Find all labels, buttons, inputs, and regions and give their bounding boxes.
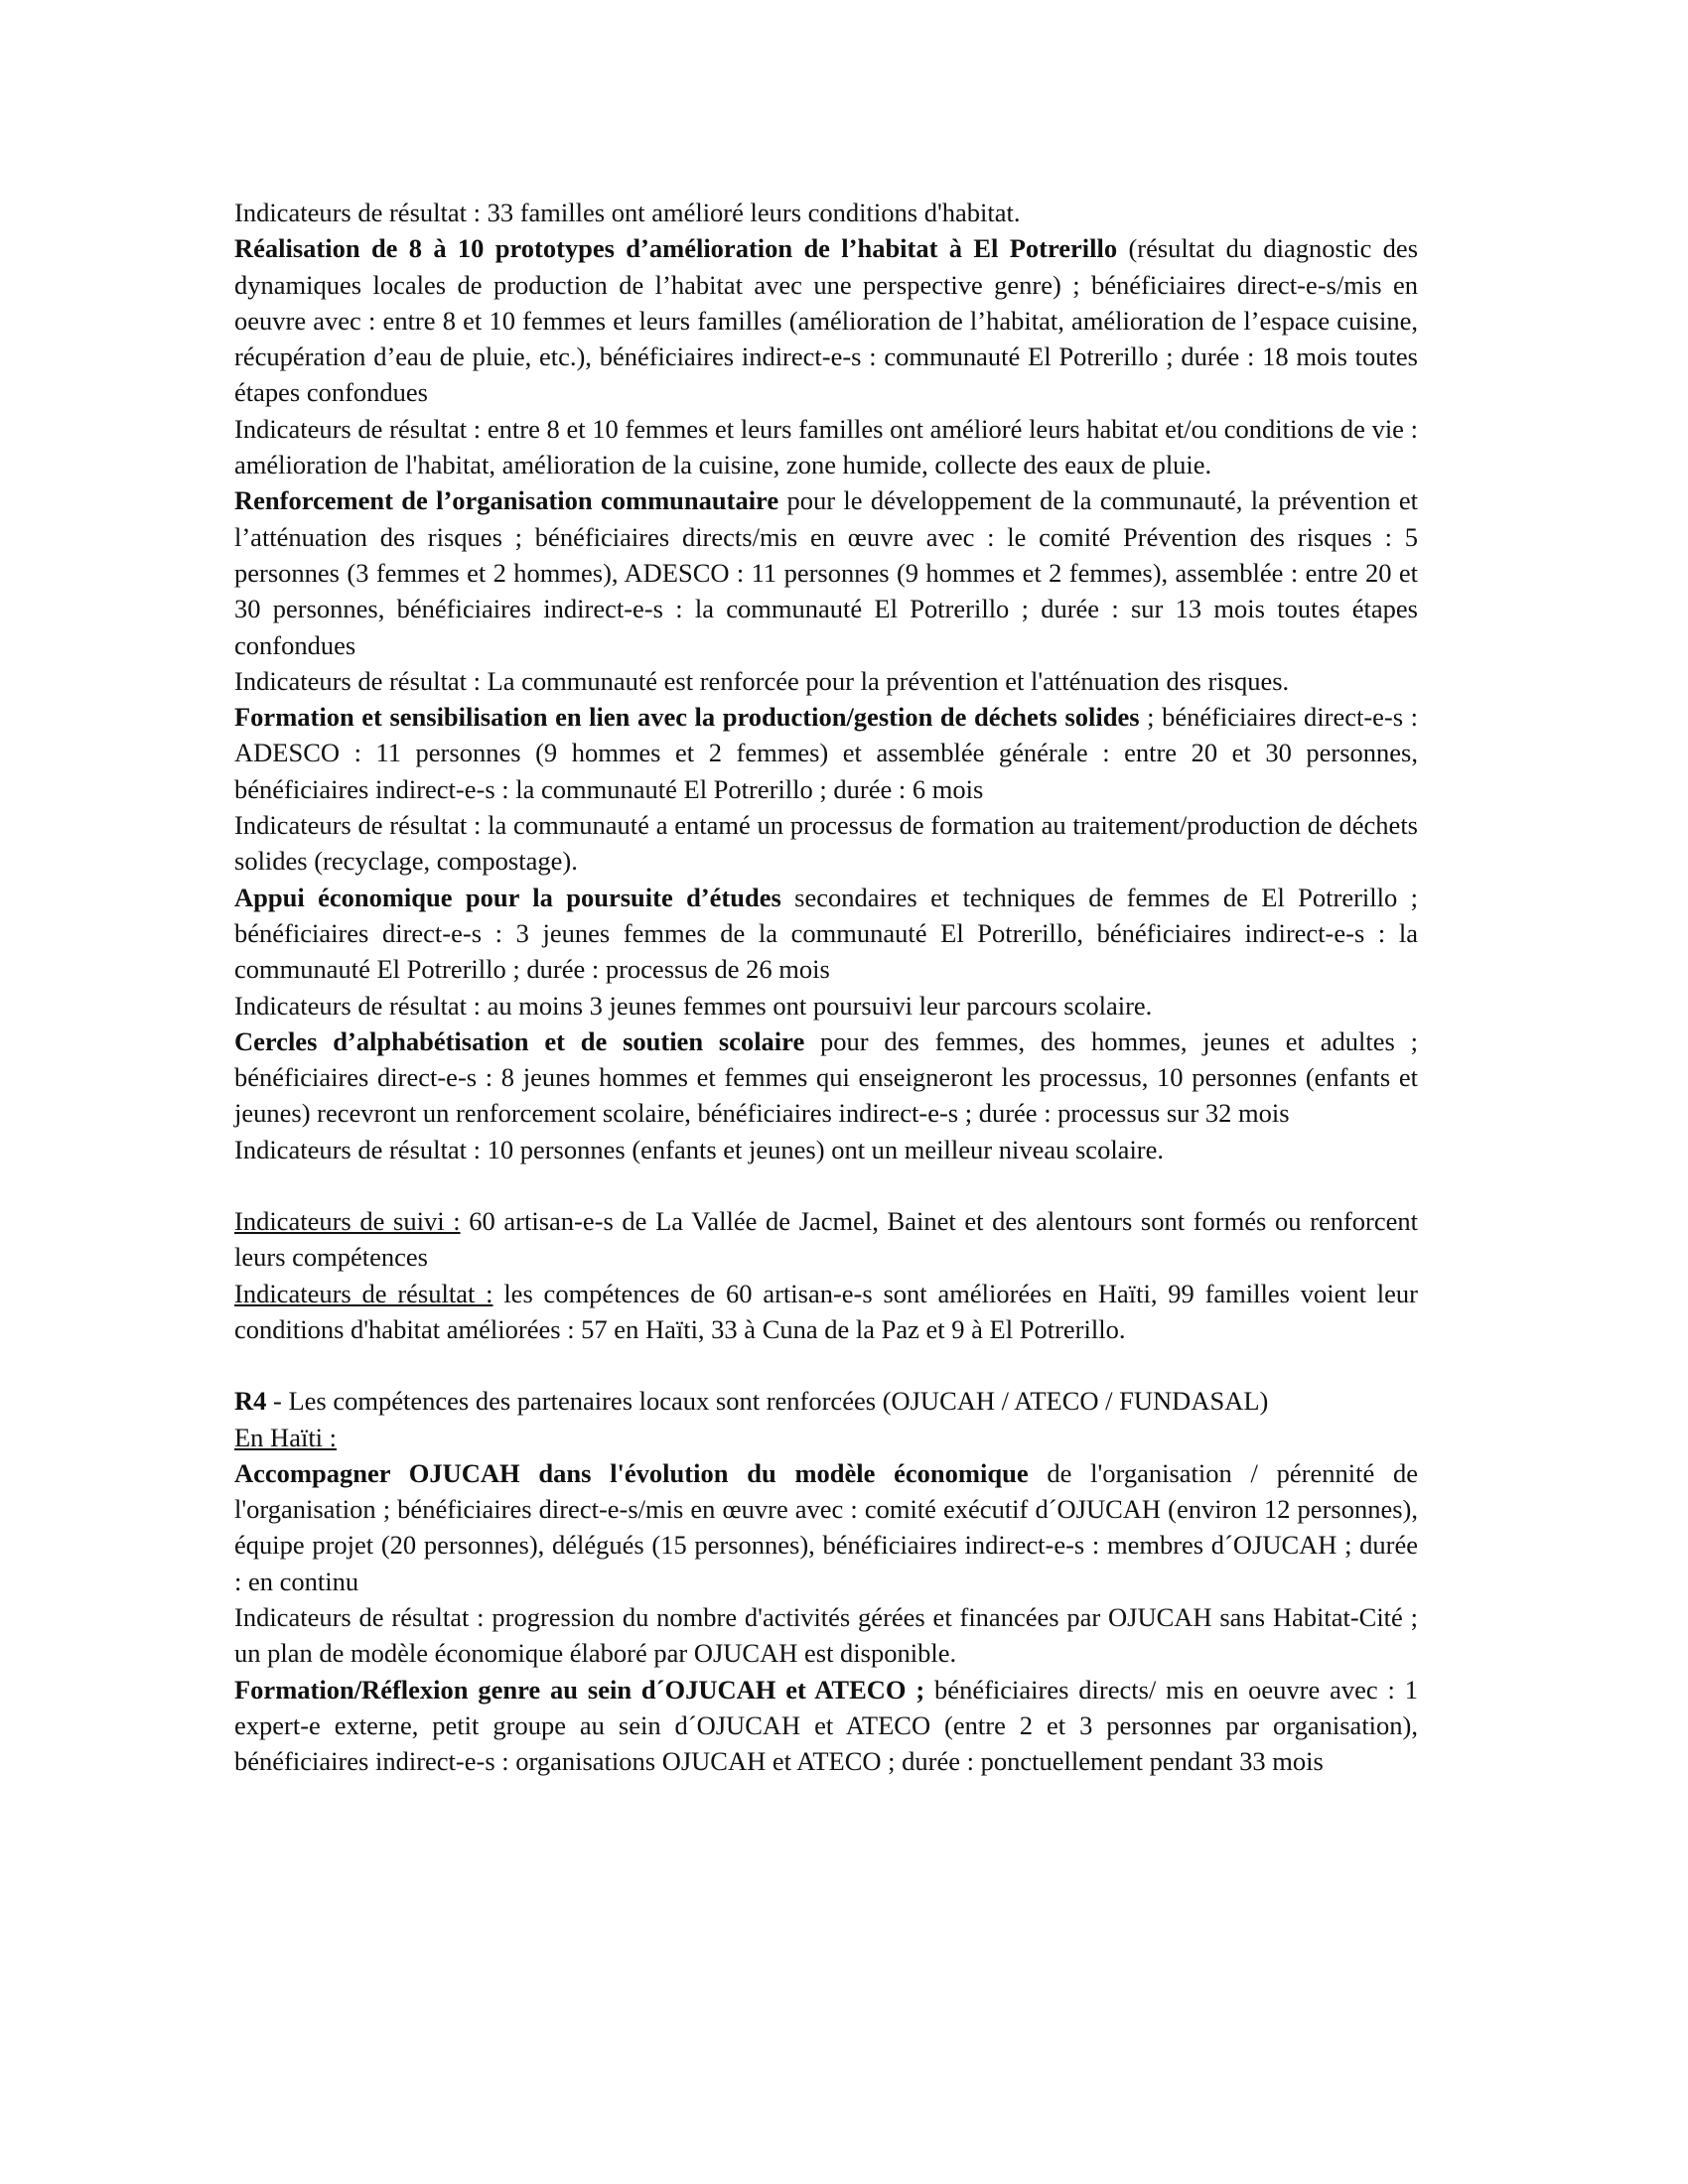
paragraph-solid-waste-training: Formation et sensibilisation en lien avec la production/gestion de déchets solides ; bénéficiaires direct-e-s : ADESCO : 11 personnes (9 hommes et 2 femmes) et assemblée générale : entre 20 et 30 personnes, bénéficiaires indirect-e-s : la communauté El Potrerillo ; durée : 6 mois — [234, 702, 1418, 804]
paragraph-r4-heading: R4 - Les compétences des partenaires locaux sont renforcées (OJUCAH / ATECO / FUNDASAL) — [234, 1386, 1269, 1417]
paragraph-ojucah-economic-model: Accompagner OJUCAH dans l'évolution du modèle économique de l'organisation / pérennité de l'organisation ; bénéficiaires direct-e-s/mis en œuvre avec : comité exécutif d´OJUCAH (environ 12 personnes), équipe projet (20 personnes), délégués (15 personnes), bénéficiaires indirect-e-s : membres d´OJUCAH ; durée : en continu — [234, 1457, 1418, 1596]
bold-heading: Cercles d’alphabétisation et de soutien scolaire — [234, 1025, 805, 1056]
paragraph-suivi-indicators: Indicateurs de suivi : 60 artisan-e-s de La Vallée de Jacmel, Bainet et des alentours sont formés ou renforcent leurs compétences — [234, 1206, 1418, 1273]
bold-heading: Formation et sensibilisation en lien avec la production/gestion de déchets solides — [234, 702, 1140, 733]
paragraph-haiti-subheading — [234, 1420, 1418, 1455]
r4-label: R4 — [234, 1386, 267, 1417]
document-page — [234, 195, 1418, 1779]
paragraph-prototypes-el-potrerillo: Réalisation de 8 à 10 prototypes d’amélioration de l’habitat à El Potrerillo (résultat du diagnostic des dynamiques locales de production de l’habitat avec une perspective genre) ; bénéficiaires direct-e-s/mis en oeuvre avec : entre 8 et 10 femmes et leurs familles (amélioration de l’habitat, amélioration de l’espace cuisine, récupération d’eau de pluie, etc.), bénéficiaires indirect-e-s : communauté El Potrerillo ; durée : 18 mois toutes étapes confondues — [234, 233, 1419, 408]
spacer — [234, 1167, 1418, 1203]
paragraph-indicator-33-families: Indicateurs de résultat : 33 familles ont amélioré leurs conditions d'habitat. — [234, 198, 1021, 227]
underlined-label: Indicateurs de résultat : — [234, 1278, 493, 1308]
paragraph-gender-training: Formation/Réflexion genre au sein d´OJUCAH et ATECO ; bénéficiaires directs/ mis en oeuvre avec : 1 expert-e externe, petit groupe au sein d´OJUCAH et ATECO (entre 2 et 3 personnes par organisation), bénéficiaires indirect-e-s : organisations OJUCAH et ATECO ; durée : ponctuellement pendant 33 mois — [234, 1674, 1419, 1777]
bold-heading: Accompagner OJUCAH dans l'évolution du modèle économique — [234, 1457, 1029, 1488]
bold-heading: Appui économique pour la poursuite d’études — [234, 882, 781, 912]
underlined-label: Indicateurs de suivi : — [234, 1206, 461, 1237]
spacer — [234, 1347, 1418, 1383]
paragraph-indicator-studies: Indicateurs de résultat : au moins 3 jeunes femmes ont poursuivi leur parcours scolaire. — [234, 990, 1153, 1021]
paragraph-literacy-circles: Cercles d’alphabétisation et de soutien scolaire pour des femmes, des hommes, jeunes et adultes ; bénéficiaires direct-e-s : 8 jeunes hommes et femmes qui enseigneront les processus, 10 personnes (enfants et jeunes) recevront un renforcement scolaire, bénéficiaires indirect-e-s ; durée : processus sur 32 mois — [234, 1025, 1418, 1129]
paragraph-result-indicators: Indicateurs de résultat : les compétences de 60 artisan-e-s sont améliorées en Haïti, 99 familles voient leur conditions d'habitat améliorées : 57 en Haïti, 33 à Cuna de la Paz et 9 à El Potrerillo. — [234, 1278, 1418, 1344]
paragraph-economic-support-studies: Appui économique pour la poursuite d’études secondaires et techniques de femmes de El Potrerillo ; bénéficiaires direct-e-s : 3 jeunes femmes de la communauté El Potrerillo, bénéficiaires indirect-e-s : la communauté El Potrerillo ; durée : processus de 26 mois — [234, 882, 1418, 985]
paragraph-indicator-ojucah: Indicateurs de résultat : progression du nombre d'activités gérées et financées par OJUCAH sans Habitat-Cité ; un plan de modèle économique élaboré par OJUCAH est disponible. — [234, 1601, 1418, 1669]
bold-heading: Formation/Réflexion genre au sein d´OJUCAH et ATECO ; — [234, 1674, 925, 1705]
paragraph-indicator-prototypes: Indicateurs de résultat : entre 8 et 10 femmes et leurs familles ont amélioré leurs habitat et/ou conditions de vie : amélioration de l'habitat, amélioration de la cuisine, zone humide, collecte des eaux de pluie. — [234, 413, 1418, 480]
bold-heading: Réalisation de 8 à 10 prototypes d’amélioration de l’habitat à El Potrerillo — [234, 233, 1118, 264]
paragraph-indicator-literacy: Indicateurs de résultat : 10 personnes (enfants et jeunes) ont un meilleur niveau scolaire. — [234, 1134, 1165, 1164]
paragraph-indicator-community: Indicateurs de résultat : La communauté est renforcée pour la prévention et l'atténuation des risques. — [234, 665, 1290, 696]
paragraph-community-organisation: Renforcement de l’organisation communautaire pour le développement de la communauté, la prévention et l’atténuation des risques ; bénéficiaires directs/mis en œuvre avec : le comité Prévention des risques : 5 personnes (3 femmes et 2 hommes), ADESCO : 11 personnes (9 hommes et 2 femmes), assemblée : entre 20 et 30 personnes, bénéficiaires indirect-e-s : la communauté El Potrerillo ; durée : sur 13 mois toutes étapes confondues — [234, 485, 1418, 660]
bold-heading: Renforcement de l’organisation communautaire — [234, 485, 779, 516]
underlined-label: En Haïti : — [234, 1422, 338, 1452]
paragraph-indicator-solid-waste: Indicateurs de résultat : la communauté a entamé un processus de formation au traitement/production de déchets solides (recyclage, compostage). — [234, 810, 1418, 877]
